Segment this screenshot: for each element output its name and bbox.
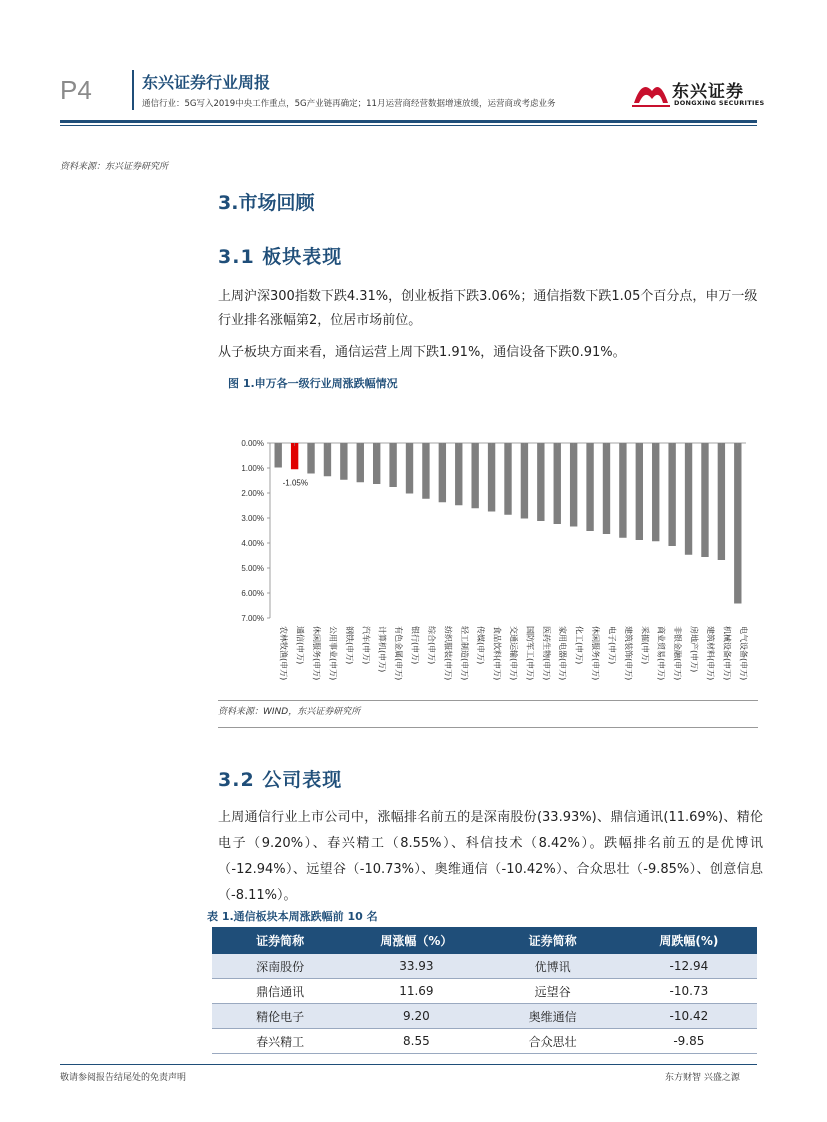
table-cell: 8.55 [348, 1029, 484, 1054]
logo-text: 东兴证券 [672, 82, 744, 102]
table-cell: 深南股份 [212, 954, 348, 979]
bar [636, 443, 643, 540]
table-cell: 合众思壮 [485, 1029, 621, 1054]
footer-disclaimer: 敬请参阅报告结尾处的免责声明 [60, 1073, 187, 1083]
x-tick-label: 农林牧渔(申万) [279, 626, 289, 681]
top10-table [212, 927, 757, 1054]
x-tick-label: 休闲服务(申万) [591, 626, 601, 681]
header-cell: 证券简称 [212, 927, 348, 954]
dongxing-logo-icon [630, 73, 672, 109]
bar [291, 443, 298, 469]
table-cell: 春兴精工 [212, 1029, 348, 1054]
bar [570, 443, 577, 527]
bar [685, 443, 692, 555]
x-tick-label: 建筑材料(申万) [705, 626, 715, 681]
section-heading-3: 3.市场回顾 [218, 192, 315, 214]
bar [406, 443, 413, 494]
logo-english: DONGXING SECURITIES [674, 99, 765, 107]
bar [455, 443, 462, 505]
y-tick-label: 3.00% [241, 514, 264, 523]
section-heading-3-1: 3.1 板块表现 [218, 246, 343, 268]
section-heading-3-2: 3.2 公司表现 [218, 769, 343, 791]
table-header-row [212, 927, 757, 954]
bar [357, 443, 364, 482]
y-tick-label: 0.00% [241, 439, 264, 448]
x-tick-label: 非银金融(申万) [673, 626, 683, 681]
x-tick-label: 银行(申万) [410, 626, 420, 665]
source-rule-bottom [218, 727, 758, 728]
x-tick-label: 国防军工(申万) [525, 626, 535, 681]
source-note-top: 资料来源：东兴证券研究所 [60, 162, 169, 172]
x-tick-label: 传媒(申万) [476, 626, 486, 665]
bar [439, 443, 446, 502]
chart-svg [218, 395, 758, 700]
x-tick-label: 有色金属(申万) [394, 626, 404, 681]
y-tick-label: 5.00% [241, 564, 264, 573]
bar [389, 443, 396, 487]
table-cell: 11.69 [348, 979, 484, 1004]
x-tick-label: 汽车(申万) [361, 626, 371, 665]
bar [324, 443, 331, 476]
bar [537, 443, 544, 521]
bar [373, 443, 380, 484]
bar [504, 443, 511, 515]
x-tick-label: 轻工制造(申万) [459, 626, 469, 681]
table-row [212, 979, 757, 1004]
header-rule-thin [60, 125, 757, 126]
paragraph-company-performance: 上周通信行业上市公司中，涨幅排名前五的是深南股份(33.93%)、鼎信通讯(11.69%)、精伦电子（9.20%）、春兴精工（8.55%）、科信技术（8.42%）。跌幅排名前五的是优博讯（-12.94%）、远望谷（-10.73%）、奥维通信（-10.42%）、合众思壮（-9.85%）、创意信息（-8.11%）。 [218, 810, 763, 903]
bar [521, 443, 528, 519]
bar [586, 443, 593, 531]
x-tick-label: 家用电器(申万) [558, 626, 568, 681]
x-tick-label: 通信(申万) [295, 626, 305, 665]
x-tick-label: 钢铁(申万) [344, 626, 354, 665]
table-cell: 奥维通信 [485, 1004, 621, 1029]
table-cell: -12.94 [621, 954, 757, 979]
y-tick-label: 4.00% [241, 539, 264, 548]
x-tick-label: 纺织服装(申万) [443, 626, 453, 681]
x-tick-label: 食品饮料(申万) [492, 626, 502, 681]
bar [488, 443, 495, 512]
footer-rule [60, 1064, 757, 1065]
table-cell: 33.93 [348, 954, 484, 979]
paragraph-subsector: 从子板块方面来看，通信运营上周下跌1.91%，通信设备下跌0.91%。 [218, 345, 626, 360]
x-tick-label: 建筑装饰(申万) [623, 626, 633, 681]
header-cell: 证券简称 [485, 927, 621, 954]
x-tick-label: 医药生物(申万) [541, 626, 551, 681]
footer-slogan: 东方财智 兴盛之源 [665, 1073, 740, 1083]
x-tick-label: 电子(申万) [607, 626, 617, 665]
figure-source: 资料来源：WIND，东兴证券研究所 [218, 707, 361, 717]
bar [307, 443, 314, 474]
data-label: -1.05% [282, 478, 308, 488]
bar [734, 443, 741, 604]
header-divider [132, 70, 134, 110]
y-tick-label: 6.00% [241, 589, 264, 598]
table-cell: -10.73 [621, 979, 757, 1004]
bar [701, 443, 708, 557]
bar [422, 443, 429, 499]
bar [340, 443, 347, 480]
bar [471, 443, 478, 508]
y-tick-label: 1.00% [241, 464, 264, 473]
paragraph-sector-summary: 上周沪深300指数下跌4.31%，创业板指下跌3.06%；通信指数下跌1.05个百分点，申万一级行业排名涨幅第2，位居市场前位。 [218, 289, 758, 328]
figure-title: 图 1.申万各一级行业周涨跌幅情况 [228, 377, 398, 390]
x-tick-label: 休闲服务(申万) [312, 626, 322, 681]
table-row [212, 1029, 757, 1054]
header-cell: 周跌幅(%) [621, 927, 757, 954]
x-tick-label: 化工(申万) [574, 626, 584, 665]
bar [652, 443, 659, 541]
table-cell: -9.85 [621, 1029, 757, 1054]
table-cell: -10.42 [621, 1004, 757, 1029]
x-tick-label: 公用事业(申万) [328, 626, 338, 681]
y-tick-label: 7.00% [241, 614, 264, 623]
x-tick-label: 商业贸易(申万) [656, 626, 666, 681]
table-row [212, 954, 757, 979]
table-row [212, 1004, 757, 1029]
bar [554, 443, 561, 524]
x-tick-label: 交通运输(申万) [509, 626, 518, 681]
table-cell: 鼎信通讯 [212, 979, 348, 1004]
x-tick-label: 采掘(申万) [640, 626, 650, 665]
bar [668, 443, 675, 546]
bar [275, 443, 282, 468]
x-tick-label: 综合(申万) [426, 626, 436, 665]
y-tick-label: 2.00% [241, 489, 264, 498]
x-tick-label: 电气设备(申万) [738, 626, 748, 681]
report-subtitle: 通信行业：5G写入2019中央工作重点，5G产业链再确定；11月运营商经营数据增速放缓，运营商或考虑业务 [142, 99, 556, 109]
table-cell: 优博讯 [485, 954, 621, 979]
x-tick-label: 机械设备(申万) [722, 626, 732, 681]
table-title: 表 1.通信板块本周涨跌幅前 10 名 [207, 910, 378, 923]
table-cell: 远望谷 [485, 979, 621, 1004]
source-rule-top [218, 700, 758, 701]
x-tick-label: 房地产(申万) [689, 626, 699, 673]
header-cell: 周涨幅（%） [348, 927, 484, 954]
report-title: 东兴证券行业周报 [142, 73, 271, 92]
header-rule [60, 120, 757, 123]
bar [603, 443, 610, 534]
bar [718, 443, 725, 560]
page-number: P4 [60, 75, 92, 105]
industry-bar-chart [218, 395, 758, 700]
table-cell: 9.20 [348, 1004, 484, 1029]
x-tick-label: 计算机(申万) [377, 626, 387, 673]
table-cell: 精伦电子 [212, 1004, 348, 1029]
bar [619, 443, 626, 538]
